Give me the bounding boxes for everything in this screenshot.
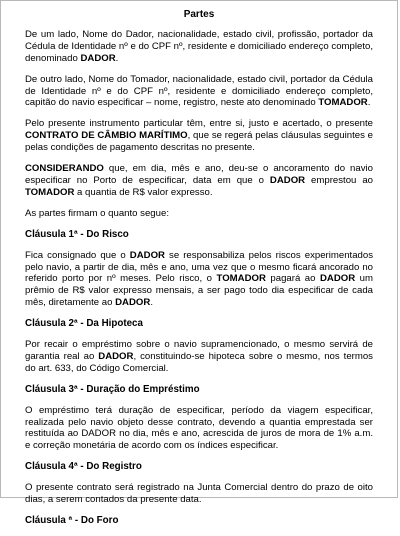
clause-1-heading: Cláusula 1ª - Do Risco [25,228,129,240]
text: pagará ao [265,273,320,285]
bold-text: TOMADOR [216,273,266,285]
text: Pelo presente instrumento particular têm, entre si, justo e acertado, o presente [25,118,373,130]
text: um prêmio de R$ valor expresso mensais, a ser pago todo dia especificar de cada mês, diretamente ao [25,273,373,309]
text: a quantia de R$ valor expresso. [74,186,213,198]
bold-text: CONTRATO DE CÂMBIO MARÍTIMO [25,130,188,142]
party-dador-paragraph [25,29,373,65]
text: , constituindo-se hipoteca sobre o mesmo, nos termos do art. 633, do Código Comercial. [25,350,373,374]
contract-intro-paragraph [25,118,373,154]
text: . [367,97,371,109]
clause-4-heading: Cláusula 4ª - Do Registro [25,461,142,473]
bold-text: TOMADOR [25,186,75,198]
clause-1-paragraph [25,250,373,310]
bold-text: DADOR [115,297,151,309]
bold-text: TOMADOR [318,97,368,109]
bold-text: DADOR [129,249,165,261]
clause-4-paragraph: O presente contrato será registrado na Junta Comercial dentro do prazo de oito dias, a serem contados da presente data. [25,482,373,506]
clause-3-heading: Cláusula 3ª - Duração do Empréstimo [25,383,200,395]
text: . [150,297,153,309]
bold-text: DADOR [98,350,134,362]
text: . [115,52,119,64]
text: , que se regerá pelas cláusulas seguintes e pelas condições de pagamento descritas no presente. [25,130,373,154]
text: se responsabiliza pelos riscos experimentados pelo navio, a partir de dia, mês e ano, uma vez que o mesmo ficará ancorado no referido porto por nº meses. Pelo risco, o [25,249,374,285]
bold-text: CONSIDERANDO [25,163,104,175]
document-body [25,9,373,536]
considerando-paragraph [25,163,373,199]
agreement-line: As partes firmam o quanto segue: [25,207,169,219]
text: Fica consignado que o [25,249,130,261]
document-title: Partes [183,9,215,20]
text: De outro lado, Nome do Tomador, nacionalidade, estado civil, portador da Cédula de Identidade nº e do CPF nº, residente e domiciliado endereço completo, capitão do navio especificar – nome, registro, neste ato denominado [25,73,373,109]
bold-text: DADOR [319,273,356,285]
clause-5-heading: Cláusula ª - Do Foro [25,515,119,526]
clause-2-paragraph [25,339,373,375]
text: emprestou ao [305,174,373,186]
clause-3-paragraph: O empréstimo terá duração de especificar, período da viagem especificar, realizada pelo navio objeto desse contrato, devendo a quantia emprestada ser restituída ao DADOR no dia, mês e ano, acrescida de juros de mora de 1% a.m. e correção monetária de acordo com os índices especificar. [25,404,373,452]
text: que, em dia, mês e ano, deu-se o ancoramento do navio especificar no Porto de especificar, data em que o [25,163,373,186]
bold-text: DADOR [80,52,116,64]
bold-text: DADOR [269,174,306,186]
text: De um lado, Nome do Dador, nacionalidade, estado civil, profissão, portador da Cédula de Identidade nº e do CPF nº, residente e domiciliado endereço completo, denominado [25,28,373,64]
text: Por recair o empréstimo sobre o navio supramencionado, o mesmo servirá de garantia real ao [25,339,373,362]
party-tomador-paragraph [25,74,373,110]
clause-2-heading: Cláusula 2ª - Da Hipoteca [25,318,143,330]
